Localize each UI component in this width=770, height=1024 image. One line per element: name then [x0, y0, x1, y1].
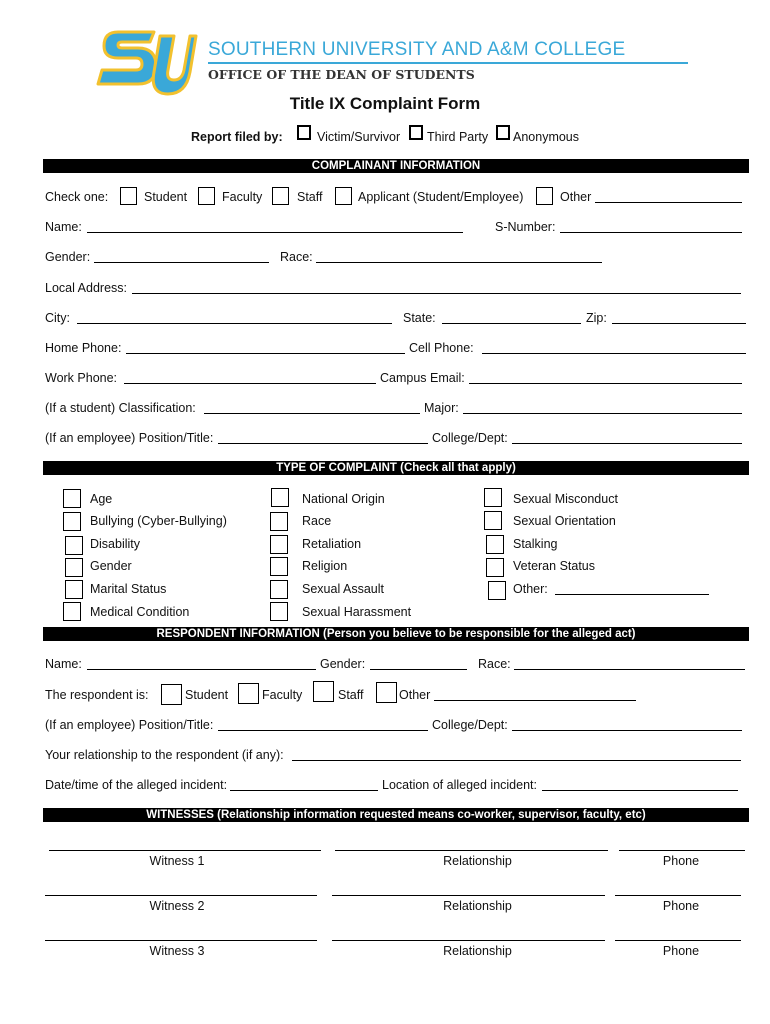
position-title-line[interactable] — [218, 443, 428, 444]
sexual-orientation-label: Sexual Orientation — [513, 514, 616, 528]
victim-survivor-checkbox[interactable] — [297, 125, 311, 140]
witness-1-line[interactable] — [49, 850, 321, 851]
respondent-gender-line[interactable] — [370, 669, 467, 670]
respondent-other-line[interactable] — [434, 700, 636, 701]
campus-email-label: Campus Email: — [380, 371, 465, 385]
college-dept-label: College/Dept: — [432, 431, 508, 445]
respondent-race-label: Race: — [478, 657, 511, 671]
respondent-other-label: Other — [399, 688, 431, 702]
marital-status-checkbox[interactable] — [65, 580, 83, 599]
respondent-college-line[interactable] — [512, 730, 742, 731]
witness-1-label: Witness 1 — [149, 854, 205, 868]
city-line[interactable] — [77, 323, 392, 324]
report-filed-by-label: Report filed by: — [191, 130, 283, 144]
university-name: SOUTHERN UNIVERSITY AND A&M COLLEGE — [208, 39, 626, 60]
home-phone-line[interactable] — [126, 353, 405, 354]
other-type-line[interactable] — [555, 594, 709, 595]
incident-location-label: Location of alleged incident: — [382, 778, 537, 792]
disability-label: Disability — [90, 537, 141, 551]
religion-checkbox[interactable] — [270, 557, 288, 576]
relationship-label: Your relationship to the respondent (if any): — [45, 748, 284, 762]
other-type-checkbox[interactable] — [488, 581, 506, 600]
student-label: Student — [144, 190, 188, 204]
race-type-checkbox[interactable] — [270, 512, 288, 531]
faculty-checkbox[interactable] — [198, 187, 215, 205]
respondent-position-line[interactable] — [218, 730, 428, 731]
gender-line[interactable] — [94, 262, 269, 263]
sexual-assault-label: Sexual Assault — [302, 582, 384, 596]
witnesses-section-bar: WITNESSES (Relationship information requested means co-worker, supervisor, faculty, etc) — [43, 808, 749, 822]
witness-1-phone-label: Phone — [662, 854, 700, 868]
name-label: Name: — [45, 220, 82, 234]
race-line[interactable] — [316, 262, 602, 263]
incident-datetime-line[interactable] — [230, 790, 378, 791]
sexual-orientation-checkbox[interactable] — [484, 511, 502, 530]
sexual-harassment-label: Sexual Harassment — [302, 605, 412, 619]
gender-label: Gender: — [45, 250, 91, 264]
witness-1-relationship-line[interactable] — [335, 850, 608, 851]
sexual-misconduct-label: Sexual Misconduct — [513, 492, 618, 506]
local-address-line[interactable] — [132, 293, 741, 294]
incident-datetime-label: Date/time of the alleged incident: — [45, 778, 228, 792]
form-title: Title IX Complaint Form — [289, 94, 481, 113]
witness-3-relationship-line[interactable] — [332, 940, 605, 941]
respondent-other-checkbox[interactable] — [376, 682, 397, 703]
medical-condition-checkbox[interactable] — [63, 602, 81, 621]
other-type-label: Other: — [513, 582, 548, 596]
victim-survivor-label: Victim/Survivor — [317, 130, 401, 144]
bullying-checkbox[interactable] — [63, 512, 81, 531]
witness-2-label: Witness 2 — [149, 899, 205, 913]
campus-email-line[interactable] — [469, 383, 742, 384]
witness-2-relationship-label: Relationship — [443, 899, 512, 913]
witness-3-relationship-label: Relationship — [443, 944, 512, 958]
name-line[interactable] — [87, 232, 463, 233]
witness-2-phone-label: Phone — [662, 899, 700, 913]
stalking-checkbox[interactable] — [486, 535, 504, 554]
local-address-label: Local Address: — [45, 281, 127, 295]
anonymous-checkbox[interactable] — [496, 125, 510, 140]
race-type-label: Race — [302, 514, 332, 528]
sexual-assault-checkbox[interactable] — [270, 580, 288, 599]
veteran-status-checkbox[interactable] — [486, 558, 504, 577]
office-name: OFFICE OF THE DEAN OF STUDENTS — [208, 67, 475, 82]
classification-label: (If a student) Classification: — [45, 401, 196, 415]
major-line[interactable] — [463, 413, 742, 414]
position-title-label: (If an employee) Position/Title: — [45, 431, 214, 445]
faculty-label: Faculty — [222, 190, 263, 204]
medical-condition-label: Medical Condition — [90, 605, 190, 619]
complaint-type-section-bar: TYPE OF COMPLAINT (Check all that apply) — [43, 461, 749, 475]
marital-status-label: Marital Status — [90, 582, 167, 596]
major-label: Major: — [424, 401, 459, 415]
cell-phone-label: Cell Phone: — [409, 341, 474, 355]
respondent-faculty-checkbox[interactable] — [238, 683, 259, 704]
home-phone-label: Home Phone: — [45, 341, 122, 355]
respondent-college-label: College/Dept: — [432, 718, 508, 732]
age-label: Age — [90, 492, 113, 506]
disability-checkbox[interactable] — [65, 536, 83, 555]
check-one-label: Check one: — [45, 190, 109, 204]
race-label: Race: — [280, 250, 313, 264]
applicant-checkbox[interactable] — [335, 187, 352, 205]
work-phone-line[interactable] — [124, 383, 376, 384]
gender-type-label: Gender — [90, 559, 132, 573]
other-checkbox[interactable] — [536, 187, 553, 205]
other-label: Other — [560, 190, 592, 204]
respondent-student-checkbox[interactable] — [161, 684, 182, 705]
religion-label: Religion — [302, 559, 348, 573]
respondent-position-label: (If an employee) Position/Title: — [45, 718, 214, 732]
gender-type-checkbox[interactable] — [65, 558, 83, 577]
national-origin-checkbox[interactable] — [271, 488, 289, 507]
anonymous-label: Anonymous — [513, 130, 580, 144]
witness-2-phone-line[interactable] — [615, 895, 741, 896]
respondent-gender-label: Gender: — [320, 657, 366, 671]
applicant-label: Applicant (Student/Employee) — [358, 190, 524, 204]
respondent-student-label: Student — [185, 688, 229, 702]
s-number-label: S-Number: — [495, 220, 556, 234]
city-label: City: — [45, 311, 70, 325]
third-party-label: Third Party — [427, 130, 489, 144]
witness-1-phone-line[interactable] — [619, 850, 745, 851]
witness-3-phone-label: Phone — [662, 944, 700, 958]
sexual-misconduct-checkbox[interactable] — [484, 488, 502, 507]
university-logo — [96, 26, 198, 100]
respondent-faculty-label: Faculty — [262, 688, 303, 702]
complainant-section-bar: COMPLAINANT INFORMATION — [43, 159, 749, 173]
witness-2-relationship-line[interactable] — [332, 895, 605, 896]
zip-label: Zip: — [586, 311, 607, 325]
respondent-race-line[interactable] — [514, 669, 745, 670]
veteran-status-label: Veteran Status — [513, 559, 596, 573]
staff-checkbox[interactable] — [272, 187, 289, 205]
witness-2-line[interactable] — [45, 895, 317, 896]
s-number-line[interactable] — [560, 232, 742, 233]
respondent-name-line[interactable] — [87, 669, 316, 670]
other-line[interactable] — [595, 202, 742, 203]
cell-phone-line[interactable] — [482, 353, 746, 354]
state-line[interactable] — [442, 323, 581, 324]
respondent-name-label: Name: — [45, 657, 82, 671]
stalking-label: Stalking — [513, 537, 558, 551]
work-phone-label: Work Phone: — [45, 371, 118, 385]
staff-label: Staff — [297, 190, 323, 204]
witness-1-relationship-label: Relationship — [443, 854, 512, 868]
retaliation-checkbox[interactable] — [270, 535, 288, 554]
respondent-staff-checkbox[interactable] — [313, 681, 334, 702]
state-label: State: — [403, 311, 436, 325]
retaliation-label: Retaliation — [302, 537, 362, 551]
respondent-staff-label: Staff — [338, 688, 364, 702]
national-origin-label: National Origin — [302, 492, 385, 506]
third-party-checkbox[interactable] — [409, 125, 423, 140]
incident-location-line[interactable] — [542, 790, 738, 791]
age-checkbox[interactable] — [63, 489, 81, 508]
college-dept-line[interactable] — [512, 443, 742, 444]
header-rule — [208, 62, 688, 64]
student-checkbox[interactable] — [120, 187, 137, 205]
witness-3-label: Witness 3 — [149, 944, 205, 958]
respondent-section-bar: RESPONDENT INFORMATION (Person you believe to be responsible for the alleged act) — [43, 627, 749, 641]
sexual-harassment-checkbox[interactable] — [270, 602, 288, 621]
relationship-line[interactable] — [292, 760, 741, 761]
witness-3-line[interactable] — [45, 940, 317, 941]
witness-3-phone-line[interactable] — [615, 940, 741, 941]
bullying-label: Bullying (Cyber-Bullying) — [90, 514, 227, 528]
respondent-is-label: The respondent is: — [45, 688, 149, 702]
classification-line[interactable] — [204, 413, 420, 414]
zip-line[interactable] — [612, 323, 746, 324]
